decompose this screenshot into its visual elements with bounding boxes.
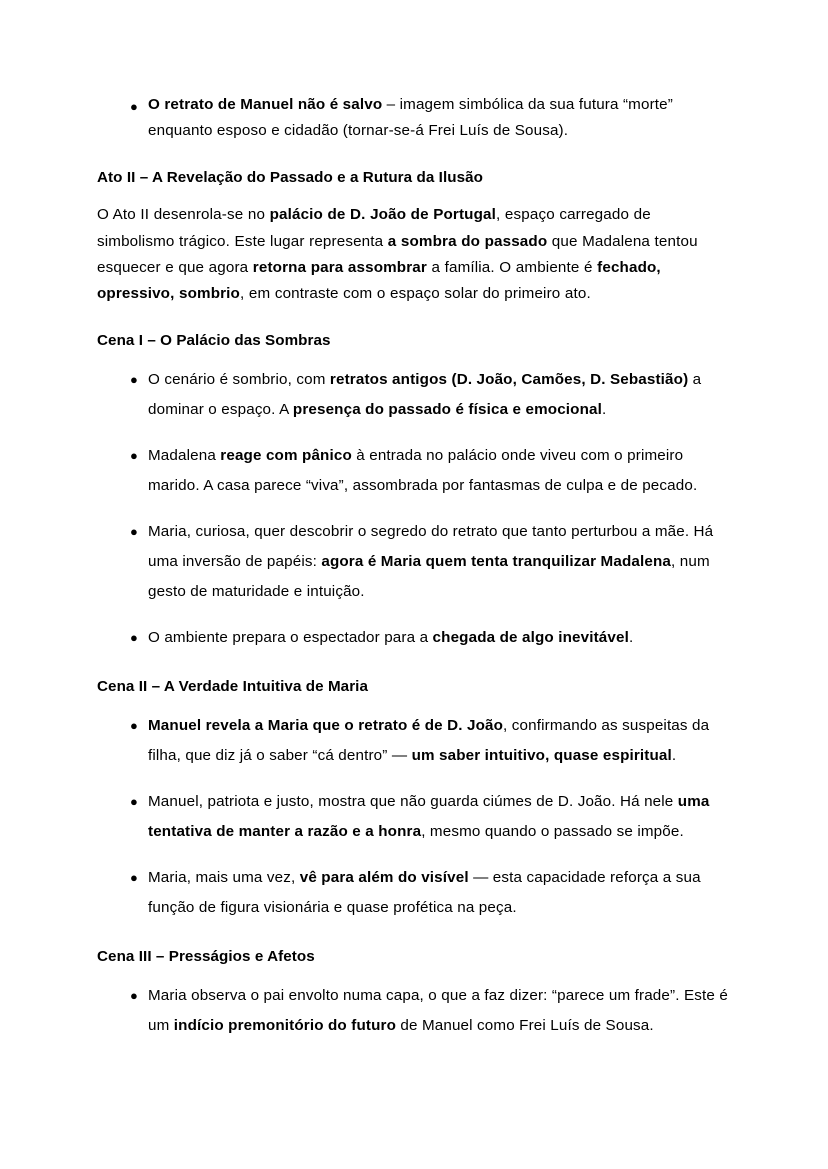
text-run: , espaço carregado de simbolismo trágico. Este lugar representa: [97, 206, 651, 250]
list-item-text: [148, 793, 709, 840]
bold-run: chegada de algo inevitável: [432, 629, 629, 647]
bullet-list-cena3-bullets: [97, 981, 731, 1041]
bullet-list-cena2-bullets: [97, 711, 731, 923]
text-run: que Madalena tentou esquecer e que agora: [97, 232, 698, 276]
text-run: , mesmo quando o passado se impõe.: [421, 823, 684, 841]
text-run: O ambiente prepara o espectador para a: [148, 629, 433, 647]
text-run: a família. O ambiente é: [426, 258, 598, 276]
list-item-text: [148, 869, 701, 916]
text-run: Maria observa o pai envolto numa capa, o que a faz dizer: “parece um frade”. Este é um: [148, 987, 728, 1035]
section-heading-cena3-heading: Cena III – Presságios e Afetos: [97, 948, 315, 966]
paragraph-ato2-intro: [97, 202, 731, 307]
text-run: , confirmando as suspeitas da filha, que diz já o saber “cá dentro” —: [148, 717, 710, 765]
list-item-text: [148, 96, 673, 139]
list-item: [97, 711, 731, 771]
bold-run: indício premonitório do futuro: [173, 1017, 397, 1035]
text-run: , em contraste com o espaço solar do primeiro ato.: [240, 285, 591, 303]
section-heading-cena2-heading: Cena II – A Verdade Intuitiva de Maria: [97, 678, 369, 696]
section-heading-ato2-heading: Ato II – A Revelação do Passado e a Rutura da Ilusão: [97, 169, 484, 187]
text-run: O cenário é sombrio, com: [148, 371, 330, 389]
text-run: .: [602, 401, 607, 419]
text-run: Manuel, patriota e justo, mostra que não guarda ciúmes de D. João. Há nele: [148, 793, 678, 811]
text-run: .: [628, 629, 634, 647]
list-item-text: [148, 987, 728, 1034]
bullet-icon: ●: [130, 524, 139, 540]
list-item-text: [148, 523, 713, 600]
list-item-text: [148, 371, 701, 418]
bold-run: fechado, opressivo, sombrio: [97, 258, 661, 303]
text-run: Madalena: [148, 447, 221, 465]
bullet-icon: ●: [130, 718, 139, 734]
list-item: [97, 623, 731, 653]
bullet-list-ato1-tail: [97, 92, 731, 144]
bold-run: reage com pânico: [220, 447, 352, 465]
bullet-icon: ●: [130, 870, 139, 886]
list-item-text: [148, 447, 697, 494]
bold-run: Manuel revela a Maria que o retrato é de D. João: [148, 717, 504, 735]
bold-run: retorna para assombrar: [252, 258, 427, 276]
list-item: [97, 441, 731, 501]
bold-run: vê para além do visível: [299, 869, 469, 887]
text-run: .: [671, 747, 677, 765]
section-heading-cena1-heading: Cena I – O Palácio das Sombras: [97, 332, 331, 350]
bold-run: retratos antigos (D. João, Camões, D. Sebastião): [329, 371, 689, 389]
text-run: – imagem simbólica da sua futura “morte” enquanto esposo e cidadão (tornar-se-á Frei Luís de Sousa).: [148, 96, 673, 140]
list-item: [97, 981, 731, 1041]
bold-run: presença do passado é física e emocional: [292, 401, 603, 419]
text-run: — esta capacidade reforça a sua função de figura visionária e quase profética na peça.: [148, 869, 701, 917]
bullet-icon: ●: [130, 448, 139, 464]
bold-run: agora é Maria quem tenta tranquilizar Madalena: [321, 553, 671, 571]
list-item-text: [148, 717, 709, 764]
bold-run: a sombra do passado: [387, 232, 548, 250]
text-run: Maria, curiosa, quer descobrir o segredo do retrato que tanto perturbou a mãe. Há uma inversão de papéis:: [148, 523, 714, 571]
list-item: [97, 92, 731, 144]
bullet-icon: ●: [130, 99, 139, 114]
bullet-icon: ●: [130, 988, 139, 1004]
list-item: [97, 863, 731, 923]
list-item: [97, 787, 731, 847]
bold-run: um saber intuitivo, quase espiritual: [411, 747, 672, 765]
list-item-text: [148, 629, 633, 646]
text-run: , num gesto de maturidade e intuição.: [148, 553, 710, 601]
text-run: a dominar o espaço. A: [148, 371, 702, 419]
bullet-icon: ●: [130, 630, 139, 646]
bullet-list-cena1-bullets: [97, 365, 731, 653]
bold-run: palácio de D. João de Portugal: [269, 206, 497, 224]
list-item: [97, 517, 731, 607]
bold-run: O retrato de Manuel não é salvo: [148, 96, 383, 113]
text-run: à entrada no palácio onde viveu com o primeiro marido. A casa parece “viva”, assombrada por fantasmas de culpa e de pecado.: [148, 447, 698, 495]
document-body: [97, 92, 731, 1041]
list-item: [97, 365, 731, 425]
bold-run: uma tentativa de manter a razão e a honra: [148, 793, 710, 841]
text-run: Maria, mais uma vez,: [148, 869, 300, 887]
bullet-icon: ●: [130, 794, 139, 810]
text-run: de Manuel como Frei Luís de Sousa.: [396, 1017, 654, 1035]
text-run: O Ato II desenrola-se no: [97, 206, 270, 224]
bullet-icon: ●: [130, 372, 139, 388]
